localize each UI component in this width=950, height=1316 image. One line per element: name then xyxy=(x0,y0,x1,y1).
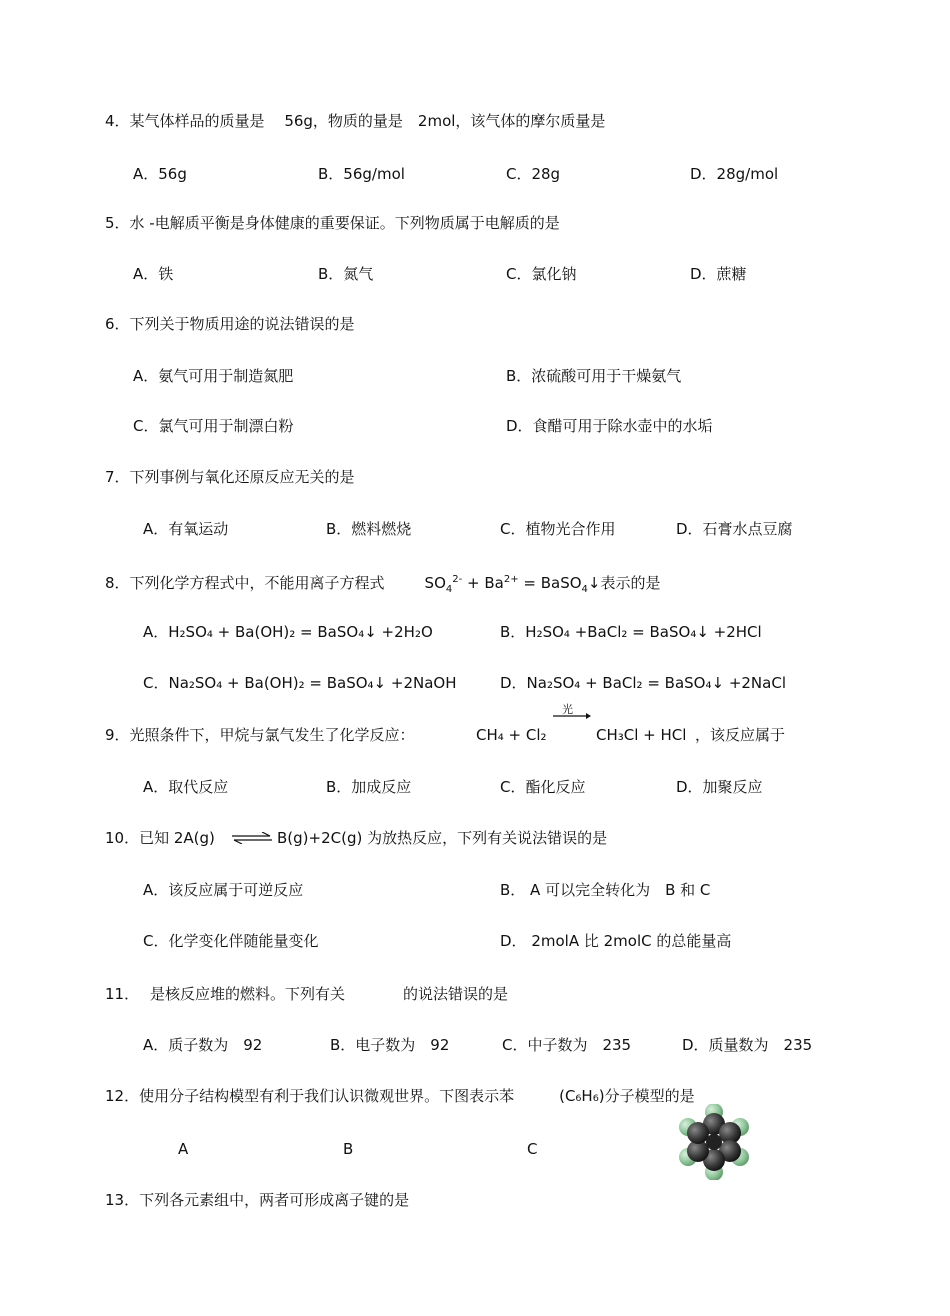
q8-stem-pre: 8．下列化学方程式中，不能用离子方程式 xyxy=(105,574,385,592)
benzene-model-icon xyxy=(676,1104,752,1180)
q9-option-b: B．加成反应 xyxy=(326,778,412,796)
question-8-stem: 8．下列化学方程式中，不能用离子方程式 $SO_4^{2-} + Ba^{2+}$ = BaSO$_4$↓表示的是 xyxy=(105,574,661,595)
q4-option-a: A．56g xyxy=(133,165,187,183)
question-9-stem-pre: 9．光照条件下，甲烷与氯气发生了化学反应： xyxy=(105,726,415,744)
q12-option-b: B xyxy=(343,1140,354,1158)
q8-option-c: C．Na₂SO₄ + Ba(OH)₂ = BaSO₄↓ +2NaOH xyxy=(143,674,457,692)
q8-stem-post: ↓表示的是 xyxy=(587,574,661,592)
q8-option-d: D．Na₂SO₄ + BaCl₂ = BaSO₄↓ +2NaCl xyxy=(500,674,786,692)
q10-option-a: A．该反应属于可逆反应 xyxy=(143,881,304,899)
q4-option-d: D．28g/mol xyxy=(690,165,779,183)
q6-option-b: B．浓硫酸可用于干燥氨气 xyxy=(506,367,682,385)
q10-option-c: C．化学变化伴随能量变化 xyxy=(143,932,319,950)
q6-option-c: C．氯气可用于制漂白粉 xyxy=(133,417,294,435)
q5-option-d: D．蔗糖 xyxy=(690,265,747,283)
reaction-arrow-icon xyxy=(553,712,591,720)
equilibrium-arrow-icon xyxy=(232,832,272,844)
question-10-stem-pre: 10．已知 2A(g) xyxy=(105,829,215,847)
q8-ion-ba: + Ba xyxy=(467,574,504,592)
question-13-stem: 13．下列各元素组中，两者可形成离子键的是 xyxy=(105,1191,410,1209)
q11-option-c: C．中子数为 235 xyxy=(502,1036,632,1054)
q6-option-a: A．氨气可用于制造氮肥 xyxy=(133,367,294,385)
q9-option-a: A．取代反应 xyxy=(143,778,229,796)
question-11-number: 11． xyxy=(105,985,140,1003)
question-10-stem-post: B(g)+2C(g) 为放热反应，下列有关说法错误的是 xyxy=(277,829,608,847)
q5-option-b: B．氮气 xyxy=(318,265,374,283)
question-12-stem: 12．使用分子结构模型有利于我们认识微观世界。下图表示苯 (C₆H₆)分子模型的是 xyxy=(105,1087,695,1105)
q10-option-d: D． 2molA 比 2molC 的总能量高 xyxy=(500,932,732,950)
q7-option-a: A．有氧运动 xyxy=(143,520,229,538)
question-5-stem: 5．水 -电解质平衡是身体健康的重要保证。下列物质属于电解质的是 xyxy=(105,214,560,232)
q8-ion-so4: $SO_4^{2-}$ xyxy=(424,574,463,595)
q9-lhs: CH₄ + Cl₂ xyxy=(476,726,547,744)
q12-option-c: C xyxy=(527,1140,538,1158)
question-11-stem-mid: 是核反应堆的燃料。下列有关 xyxy=(150,985,346,1003)
q9-rhs: CH₃Cl + HCl xyxy=(596,726,687,744)
question-11-stem-end: 的说法错误的是 xyxy=(403,985,509,1003)
q7-option-c: C．植物光合作用 xyxy=(500,520,616,538)
question-4-stem: 4．某气体样品的质量是 56g，物质的量是 2mol，该气体的摩尔质量是 xyxy=(105,112,606,130)
question-7-stem: 7．下列事例与氧化还原反应无关的是 xyxy=(105,468,355,486)
q8-ba-charge: 2+ xyxy=(503,574,519,585)
q5-option-c: C．氯化钠 xyxy=(506,265,577,283)
q9-stem-post: ，该反应属于 xyxy=(695,726,786,744)
q8-option-b: B．H₂SO₄ +BaCl₂ = BaSO₄↓ +2HCl xyxy=(500,623,762,641)
q9-condition: 光 xyxy=(562,703,573,716)
q4-option-b: B．56g/mol xyxy=(318,165,405,183)
q5-option-a: A．铁 xyxy=(133,265,174,283)
q7-option-d: D．石膏水点豆腐 xyxy=(676,520,793,538)
q9-option-d: D．加聚反应 xyxy=(676,778,763,796)
question-6-stem: 6．下列关于物质用途的说法错误的是 xyxy=(105,315,355,333)
q9-option-c: C．酯化反应 xyxy=(500,778,586,796)
q10-option-b: B． A 可以完全转化为 B 和 C xyxy=(500,881,711,899)
q11-option-b: B．电子数为 92 xyxy=(330,1036,450,1054)
q8-eq-rest: = BaSO xyxy=(523,574,582,592)
q6-option-d: D．食醋可用于除水壶中的水垢 xyxy=(506,417,713,435)
q11-option-a: A．质子数为 92 xyxy=(143,1036,263,1054)
q4-option-c: C．28g xyxy=(506,165,561,183)
q7-option-b: B．燃料燃烧 xyxy=(326,520,412,538)
q8-option-a: A．H₂SO₄ + Ba(OH)₂ = BaSO₄↓ +2H₂O xyxy=(143,623,433,641)
q11-option-d: D．质量数为 235 xyxy=(682,1036,813,1054)
q12-option-a: A xyxy=(178,1140,189,1158)
